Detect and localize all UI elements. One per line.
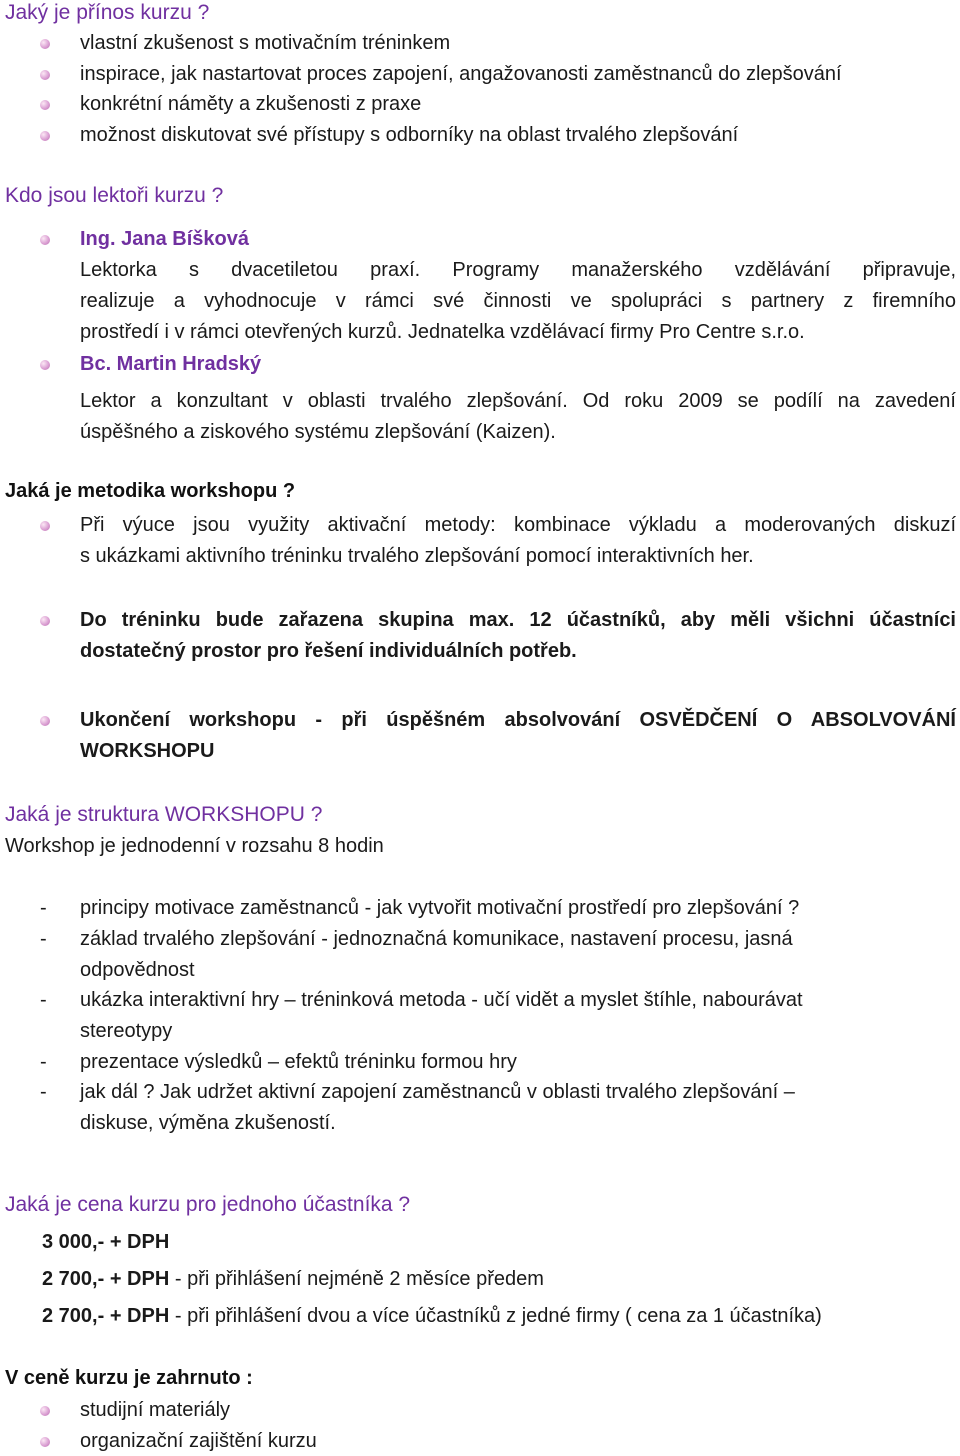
bullet-icon xyxy=(40,521,50,531)
structure-item: ukázka interaktivní hry – tréninková metoda - učí vidět a myslet štíhle, nabourávat xyxy=(80,989,803,1011)
price-amount: 2 700,- + DPH xyxy=(42,1268,170,1290)
bullet-icon xyxy=(40,360,50,370)
lecturer-name: Ing. Jana Bíšková xyxy=(80,228,249,250)
bullet-icon xyxy=(40,100,50,110)
bullet-icon xyxy=(40,1406,50,1416)
dash-marker: - xyxy=(40,928,47,950)
structure-intro: Workshop je jednodenní v rozsahu 8 hodin xyxy=(5,835,384,857)
structure-item-cont: stereotypy xyxy=(80,1020,173,1042)
structure-item-cont: diskuse, výměna zkušeností. xyxy=(80,1112,336,1134)
price-amount: 3 000,- + DPH xyxy=(42,1231,170,1253)
price-heading: Jaká je cena kurzu pro jednoho účastníka ? xyxy=(5,1193,411,1216)
structure-item: základ trvalého zlepšování - jednoznačná komunikace, nastavení procesu, jasná xyxy=(80,928,793,950)
bullet-icon xyxy=(40,70,50,80)
dash-marker: - xyxy=(40,989,47,1011)
list-item: možnost diskutovat své přístupy s odborníky na oblast trvalého zlepšování xyxy=(80,124,739,146)
list-item: studijní materiály xyxy=(80,1399,231,1421)
price-line xyxy=(42,1266,544,1292)
price-line xyxy=(42,1303,822,1329)
method-heading: Jaká je metodika workshopu ? xyxy=(5,480,296,502)
structure-item: principy motivace zaměstnanců - jak vytvořit motivační prostředí pro zlepšování ? xyxy=(80,897,800,919)
bullet-icon xyxy=(40,39,50,49)
price-note: - při přihlášení dvou a více účastníků z jedné firmy ( cena za 1 účastníka) xyxy=(169,1305,822,1327)
structure-item-cont: odpovědnost xyxy=(80,959,195,981)
bullet-icon xyxy=(40,131,50,141)
price-note: - při přihlášení nejméně 2 měsíce předem xyxy=(169,1268,544,1290)
method-line: Do tréninku bude zařazena skupina max. 12 účastníků, aby měli všichni účastníci xyxy=(80,609,956,631)
lecturer-bio-line: realizuje a vyhodnocuje v rámci své činnosti ve spolupráci s partnery z firemního xyxy=(80,290,956,312)
lecturer-bio-line: úspěšného a ziskového systému zlepšování (Kaizen). xyxy=(80,421,556,443)
dash-marker: - xyxy=(40,1051,47,1073)
method-line: s ukázkami aktivního tréninku trvalého zlepšování pomocí interaktivních her. xyxy=(80,545,754,567)
price-line xyxy=(42,1229,169,1255)
list-item: inspirace, jak nastartovat proces zapojení, angažovanosti zaměstnanců do zlepšování xyxy=(80,63,842,85)
structure-item: jak dál ? Jak udržet aktivní zapojení zaměstnanců v oblasti trvalého zlepšování – xyxy=(80,1081,795,1103)
structure-heading: Jaká je struktura WORKSHOPU ? xyxy=(5,803,323,826)
lecturer-bio-line: Lektor a konzultant v oblasti trvalého zlepšování. Od roku 2009 se podílí na zavedení xyxy=(80,390,956,412)
included-heading: V ceně kurzu je zahrnuto : xyxy=(5,1367,253,1389)
benefit-heading: Jaký je přínos kurzu ? xyxy=(5,1,210,24)
lecturer-name: Bc. Martin Hradský xyxy=(80,353,262,375)
list-item: konkrétní náměty a zkušenosti z praxe xyxy=(80,93,422,115)
bullet-icon xyxy=(40,235,50,245)
lecturer-bio-line: Lektorka s dvacetiletou praxí. Programy manažerského vzdělávání připravuje, xyxy=(80,259,956,281)
method-line: Při výuce jsou využity aktivační metody: kombinace výkladu a moderovaných diskuzí xyxy=(80,514,956,536)
list-item: organizační zajištění kurzu xyxy=(80,1430,317,1452)
list-item: vlastní zkušenost s motivačním tréninkem xyxy=(80,32,451,54)
bullet-icon xyxy=(40,616,50,626)
price-amount: 2 700,- + DPH xyxy=(42,1305,170,1327)
dash-marker: - xyxy=(40,897,47,919)
lecturers-heading: Kdo jsou lektoři kurzu ? xyxy=(5,184,224,207)
method-line: WORKSHOPU xyxy=(80,740,215,762)
structure-item: prezentace výsledků – efektů tréninku formou hry xyxy=(80,1051,517,1073)
bullet-icon xyxy=(40,716,50,726)
dash-marker: - xyxy=(40,1081,47,1103)
bullet-icon xyxy=(40,1437,50,1447)
method-line: dostatečný prostor pro řešení individuálních potřeb. xyxy=(80,640,577,662)
lecturer-bio-line: prostředí i v rámci otevřených kurzů. Jednatelka vzdělávací firmy Pro Centre s.r.o. xyxy=(80,321,805,343)
method-line: Ukončení workshopu - při úspěšném absolvování OSVĚDČENÍ O ABSOLVOVÁNÍ xyxy=(80,709,956,731)
